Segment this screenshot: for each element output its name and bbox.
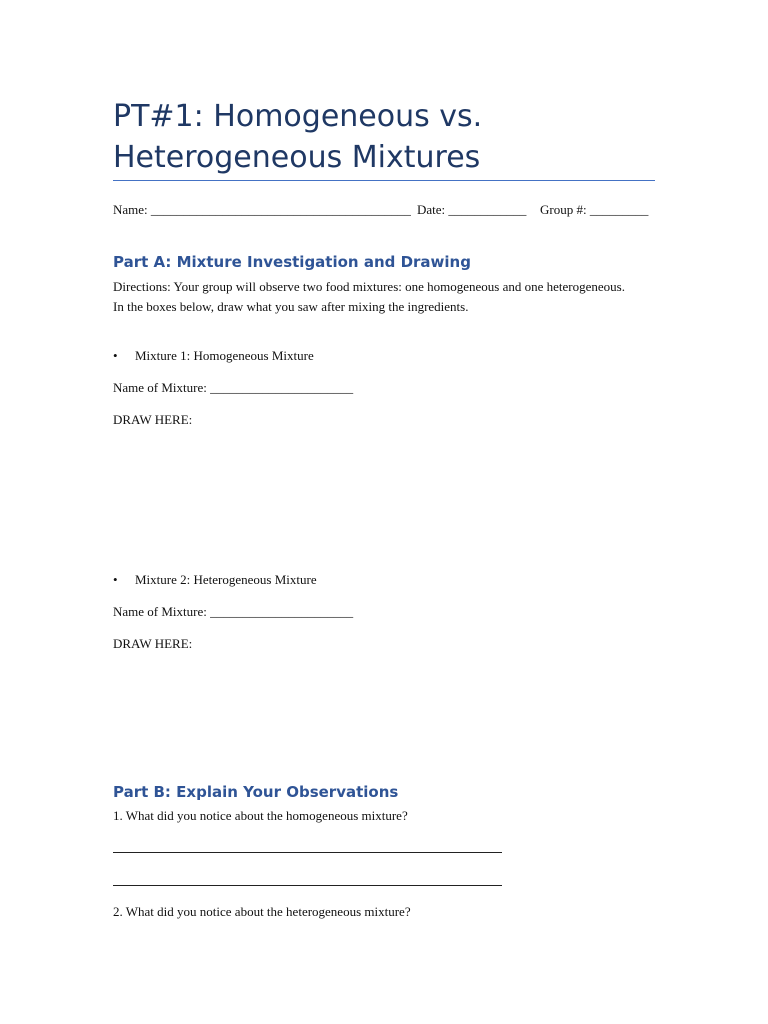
question-2: 2. What did you notice about the heterogeneous mixture? (113, 904, 411, 919)
question-1: 1. What did you notice about the homogeneous mixture? (113, 808, 408, 823)
mixture-2-name-field[interactable]: Name of Mixture: ______________________ (113, 604, 354, 619)
date-field[interactable]: Date: ____________ (417, 202, 527, 217)
part-a-heading: Part A: Mixture Investigation and Drawing (113, 253, 471, 271)
name-field[interactable]: Name: ________________________________________ (113, 202, 411, 217)
mixture-1-draw-label: DRAW HERE: (113, 412, 193, 427)
mixture-2-draw-label: DRAW HERE: (113, 636, 193, 651)
directions-line-2: In the boxes below, draw what you saw after mixing the ingredients. (113, 298, 469, 314)
bullet-icon: • (113, 572, 118, 587)
directions-text (113, 277, 633, 316)
mixture-1-name-field[interactable]: Name of Mixture: ______________________ (113, 380, 354, 395)
page-title: PT#1: Homogeneous vs. Heterogeneous Mixtures (113, 99, 483, 175)
answer-line-2[interactable] (113, 885, 502, 886)
title-divider (113, 180, 655, 181)
group-field[interactable]: Group #: _________ (540, 202, 649, 217)
bullet-icon: • (113, 348, 118, 363)
answer-line-1[interactable] (113, 852, 502, 853)
mixture-1-label: Mixture 1: Homogeneous Mixture (135, 348, 314, 363)
part-b-heading: Part B: Explain Your Observations (113, 783, 399, 801)
directions-line-1: Directions: Your group will observe two food mixtures: one homogeneous and one heterogeneous. (113, 279, 625, 294)
mixture-2-label: Mixture 2: Heterogeneous Mixture (135, 572, 317, 587)
